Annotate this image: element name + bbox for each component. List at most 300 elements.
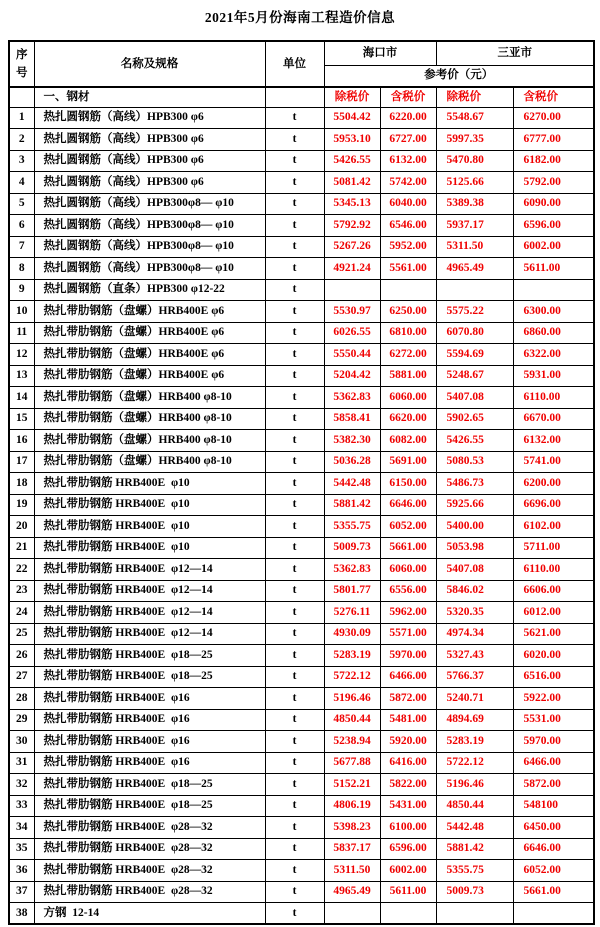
item-name-cell: 热扎带肋钢筋 HRB400E φ16 — [34, 709, 265, 731]
price-cell-haikou-inctax: 5872.00 — [380, 688, 436, 710]
price-cell-sanya-inctax: 6777.00 — [513, 129, 594, 151]
item-name-cell: 方钢 12-14 — [34, 903, 265, 925]
row-number-cell: 24 — [9, 602, 34, 624]
row-number-cell: 25 — [9, 623, 34, 645]
item-name-cell: 热扎带肋钢筋 HRB400E φ18—25 — [34, 795, 265, 817]
price-cell-haikou-inctax: 6272.00 — [380, 344, 436, 366]
item-name-cell: 热扎圆钢筋（高线）HPB300 φ6 — [34, 107, 265, 129]
row-number-cell: 35 — [9, 838, 34, 860]
item-name-cell: 热扎圆钢筋（高线）HPB300φ8— φ10 — [34, 193, 265, 215]
price-cell-sanya-inctax: 6670.00 — [513, 408, 594, 430]
price-cell-haikou-extax: 5036.28 — [324, 451, 380, 473]
row-number-cell: 36 — [9, 860, 34, 882]
price-cell-haikou-inctax: 5970.00 — [380, 645, 436, 667]
price-cell-sanya-extax: 5846.02 — [436, 580, 513, 602]
price-cell-sanya-extax: 5400.00 — [436, 516, 513, 538]
price-cell-sanya-inctax: 5661.00 — [513, 881, 594, 903]
table-row — [9, 774, 594, 796]
item-name-cell: 热扎圆钢筋（高线）HPB300 φ6 — [34, 172, 265, 194]
table-row — [9, 473, 594, 495]
price-cell-haikou-inctax: 6060.00 — [380, 559, 436, 581]
row-number-cell: 27 — [9, 666, 34, 688]
item-name-cell: 热扎圆钢筋（高线）HPB300 φ6 — [34, 150, 265, 172]
item-name-cell: 热扎带肋钢筋 HRB400E φ10 — [34, 516, 265, 538]
row-number-cell: 3 — [9, 150, 34, 172]
item-name-cell: 热扎带肋钢筋 HRB400E φ16 — [34, 752, 265, 774]
col-header-reference-price: 参考价（元） — [324, 65, 594, 87]
price-cell-haikou-inctax: 6810.00 — [380, 322, 436, 344]
table-row — [9, 881, 594, 903]
price-cell-sanya-inctax: 5872.00 — [513, 774, 594, 796]
price-cell-sanya-extax: 5722.12 — [436, 752, 513, 774]
row-number-cell: 1 — [9, 107, 34, 129]
section-row-steel — [9, 87, 594, 107]
unit-cell: t — [265, 602, 324, 624]
price-cell-haikou-inctax: 5691.00 — [380, 451, 436, 473]
price-cell-sanya-extax: 5997.35 — [436, 129, 513, 151]
unit-cell: t — [265, 322, 324, 344]
price-cell-haikou-extax: 5953.10 — [324, 129, 380, 151]
price-cell-haikou-inctax: 5561.00 — [380, 258, 436, 280]
price-cell-haikou-inctax: 5962.00 — [380, 602, 436, 624]
unit-cell: t — [265, 731, 324, 753]
row-number-cell: 30 — [9, 731, 34, 753]
row-number-cell: 15 — [9, 408, 34, 430]
price-cell-sanya-inctax: 6322.00 — [513, 344, 594, 366]
table-row — [9, 387, 594, 409]
price-cell-sanya-extax — [436, 903, 513, 925]
price-cell-sanya-inctax: 6450.00 — [513, 817, 594, 839]
unit-cell: t — [265, 666, 324, 688]
price-cell-sanya-inctax: 6300.00 — [513, 301, 594, 323]
price-cell-haikou-inctax: 6100.00 — [380, 817, 436, 839]
price-cell-haikou-extax: 5362.83 — [324, 387, 380, 409]
price-cell-haikou-extax: 5677.88 — [324, 752, 380, 774]
price-cell-sanya-inctax: 5711.00 — [513, 537, 594, 559]
table-row — [9, 451, 594, 473]
unit-cell: t — [265, 688, 324, 710]
item-name-cell: 热扎圆钢筋（高线）HPB300φ8— φ10 — [34, 215, 265, 237]
unit-cell: t — [265, 301, 324, 323]
price-cell-haikou-extax: 5550.44 — [324, 344, 380, 366]
price-cell-sanya-extax — [436, 279, 513, 301]
price-cell-haikou-inctax: 6416.00 — [380, 752, 436, 774]
price-cell-haikou-extax: 6026.55 — [324, 322, 380, 344]
price-cell-haikou-inctax: 5571.00 — [380, 623, 436, 645]
row-number-cell: 16 — [9, 430, 34, 452]
table-row — [9, 537, 594, 559]
table-row — [9, 301, 594, 323]
price-cell-haikou-extax: 5792.92 — [324, 215, 380, 237]
row-number-cell: 26 — [9, 645, 34, 667]
unit-cell: t — [265, 193, 324, 215]
table-row — [9, 860, 594, 882]
price-cell-haikou-inctax: 6060.00 — [380, 387, 436, 409]
unit-cell: t — [265, 172, 324, 194]
row-number-cell: 8 — [9, 258, 34, 280]
price-cell-haikou-extax: 4806.19 — [324, 795, 380, 817]
section-seq-cell-empty — [9, 87, 34, 107]
row-number-cell: 12 — [9, 344, 34, 366]
price-cell-sanya-extax: 5881.42 — [436, 838, 513, 860]
item-name-cell: 热扎带肋钢筋 HRB400E φ28—32 — [34, 881, 265, 903]
section-unit-cell-empty — [265, 87, 324, 107]
unit-cell: t — [265, 129, 324, 151]
price-cell-haikou-extax: 5837.17 — [324, 838, 380, 860]
item-name-cell: 热扎带肋钢筋 HRB400E φ18—25 — [34, 645, 265, 667]
table-row — [9, 279, 594, 301]
unit-cell: t — [265, 817, 324, 839]
price-cell-haikou-extax: 5283.19 — [324, 645, 380, 667]
row-number-cell: 17 — [9, 451, 34, 473]
price-cell-haikou-inctax: 5661.00 — [380, 537, 436, 559]
unit-cell: t — [265, 107, 324, 129]
item-name-cell: 热扎圆钢筋（高线）HPB300φ8— φ10 — [34, 258, 265, 280]
price-cell-haikou-extax — [324, 903, 380, 925]
table-row — [9, 258, 594, 280]
unit-cell: t — [265, 580, 324, 602]
row-number-cell: 23 — [9, 580, 34, 602]
table-row — [9, 709, 594, 731]
price-cell-haikou-inctax: 5822.00 — [380, 774, 436, 796]
price-cell-haikou-extax: 5081.42 — [324, 172, 380, 194]
price-cell-haikou-extax — [324, 279, 380, 301]
price-cell-haikou-extax: 5311.50 — [324, 860, 380, 882]
price-cell-haikou-extax: 5267.26 — [324, 236, 380, 258]
row-number-cell: 34 — [9, 817, 34, 839]
col-header-extax-haikou: 除税价 — [324, 87, 380, 107]
unit-cell: t — [265, 537, 324, 559]
table-row — [9, 645, 594, 667]
unit-cell: t — [265, 795, 324, 817]
unit-cell: t — [265, 623, 324, 645]
price-cell-haikou-extax: 4850.44 — [324, 709, 380, 731]
price-cell-sanya-inctax — [513, 903, 594, 925]
price-cell-haikou-extax: 5276.11 — [324, 602, 380, 624]
item-name-cell: 热扎带肋钢筋 HRB400E φ12—14 — [34, 580, 265, 602]
table-row — [9, 494, 594, 516]
table-row — [9, 344, 594, 366]
price-cell-sanya-inctax: 5922.00 — [513, 688, 594, 710]
price-cell-haikou-inctax: 6150.00 — [380, 473, 436, 495]
row-number-cell: 28 — [9, 688, 34, 710]
price-cell-sanya-inctax: 6200.00 — [513, 473, 594, 495]
col-header-inctax-sanya: 含税价 — [513, 87, 594, 107]
price-cell-haikou-inctax: 5920.00 — [380, 731, 436, 753]
price-cell-haikou-extax: 5009.73 — [324, 537, 380, 559]
table-row — [9, 322, 594, 344]
item-name-cell: 热扎带肋钢筋 HRB400E φ28—32 — [34, 838, 265, 860]
row-number-cell: 9 — [9, 279, 34, 301]
item-name-cell: 热扎带肋钢筋 HRB400E φ10 — [34, 537, 265, 559]
price-cell-haikou-extax: 5858.41 — [324, 408, 380, 430]
price-cell-haikou-inctax: 6727.00 — [380, 129, 436, 151]
row-number-cell: 5 — [9, 193, 34, 215]
row-number-cell: 31 — [9, 752, 34, 774]
price-cell-sanya-inctax: 6270.00 — [513, 107, 594, 129]
unit-cell: t — [265, 451, 324, 473]
unit-cell: t — [265, 387, 324, 409]
price-cell-haikou-extax: 5722.12 — [324, 666, 380, 688]
price-cell-haikou-inctax: 6646.00 — [380, 494, 436, 516]
price-cell-haikou-extax: 5362.83 — [324, 559, 380, 581]
col-header-unit: 单位 — [265, 41, 324, 87]
item-name-cell: 热扎带肋钢筋 HRB400E φ12—14 — [34, 602, 265, 624]
price-cell-sanya-extax: 5320.35 — [436, 602, 513, 624]
table-row — [9, 193, 594, 215]
price-cell-sanya-extax: 4894.69 — [436, 709, 513, 731]
price-cell-sanya-extax: 5407.08 — [436, 387, 513, 409]
row-number-cell: 22 — [9, 559, 34, 581]
price-cell-sanya-extax: 5486.73 — [436, 473, 513, 495]
table-row — [9, 752, 594, 774]
table-row — [9, 365, 594, 387]
table-row — [9, 602, 594, 624]
table-row — [9, 623, 594, 645]
seq-header-line1: 序 — [16, 48, 28, 61]
price-cell-sanya-extax: 5470.80 — [436, 150, 513, 172]
price-cell-haikou-extax: 5152.21 — [324, 774, 380, 796]
price-cell-haikou-inctax: 6132.00 — [380, 150, 436, 172]
table-row — [9, 516, 594, 538]
table-row — [9, 236, 594, 258]
price-cell-sanya-extax: 5283.19 — [436, 731, 513, 753]
item-name-cell: 热扎圆钢筋（高线）HPB300 φ6 — [34, 129, 265, 151]
item-name-cell: 热扎圆钢筋（直条）HPB300 φ12-22 — [34, 279, 265, 301]
table-row — [9, 172, 594, 194]
item-name-cell: 热扎带肋钢筋 HRB400E φ28—32 — [34, 817, 265, 839]
table-row — [9, 408, 594, 430]
price-cell-sanya-extax: 5053.98 — [436, 537, 513, 559]
col-header-inctax-haikou: 含税价 — [380, 87, 436, 107]
table-row — [9, 688, 594, 710]
page-title: 2021年5月份海南工程造价信息 — [204, 10, 396, 25]
price-cell-sanya-inctax: 6132.00 — [513, 430, 594, 452]
price-cell-haikou-inctax: 6596.00 — [380, 838, 436, 860]
price-cell-sanya-extax: 5196.46 — [436, 774, 513, 796]
price-cell-haikou-extax: 5196.46 — [324, 688, 380, 710]
item-name-cell: 热扎带肋钢筋（盘螺）HRB400E φ6 — [34, 301, 265, 323]
price-cell-sanya-extax: 5426.55 — [436, 430, 513, 452]
item-name-cell: 热扎带肋钢筋（盘螺）HRB400 φ8-10 — [34, 408, 265, 430]
row-number-cell: 21 — [9, 537, 34, 559]
item-name-cell: 热扎带肋钢筋（盘螺）HRB400E φ6 — [34, 322, 265, 344]
item-name-cell: 热扎带肋钢筋（盘螺）HRB400 φ8-10 — [34, 451, 265, 473]
price-cell-sanya-inctax: 6110.00 — [513, 387, 594, 409]
price-cell-haikou-inctax: 5431.00 — [380, 795, 436, 817]
col-header-extax-sanya: 除税价 — [436, 87, 513, 107]
price-cell-sanya-extax: 5389.38 — [436, 193, 513, 215]
row-number-cell: 37 — [9, 881, 34, 903]
price-cell-haikou-extax: 5801.77 — [324, 580, 380, 602]
price-cell-sanya-extax: 5125.66 — [436, 172, 513, 194]
table-row — [9, 215, 594, 237]
price-cell-haikou-inctax: 6220.00 — [380, 107, 436, 129]
price-cell-sanya-extax: 5766.37 — [436, 666, 513, 688]
price-cell-sanya-extax: 5937.17 — [436, 215, 513, 237]
price-cell-sanya-inctax: 6102.00 — [513, 516, 594, 538]
price-cell-sanya-inctax: 5970.00 — [513, 731, 594, 753]
price-cell-haikou-extax: 5355.75 — [324, 516, 380, 538]
price-cell-haikou-inctax: 6040.00 — [380, 193, 436, 215]
price-cell-sanya-inctax: 6052.00 — [513, 860, 594, 882]
price-cell-sanya-inctax: 5531.00 — [513, 709, 594, 731]
row-number-cell: 6 — [9, 215, 34, 237]
row-number-cell: 33 — [9, 795, 34, 817]
price-cell-haikou-extax: 4921.24 — [324, 258, 380, 280]
price-cell-haikou-extax: 5530.97 — [324, 301, 380, 323]
item-name-cell: 热扎带肋钢筋 HRB400E φ18—25 — [34, 774, 265, 796]
price-cell-sanya-extax: 5311.50 — [436, 236, 513, 258]
price-cell-haikou-inctax: 6250.00 — [380, 301, 436, 323]
price-cell-sanya-inctax: 6696.00 — [513, 494, 594, 516]
price-cell-sanya-inctax: 6012.00 — [513, 602, 594, 624]
price-cell-sanya-inctax: 5741.00 — [513, 451, 594, 473]
price-cell-sanya-inctax: 6002.00 — [513, 236, 594, 258]
price-cell-sanya-inctax: 5792.00 — [513, 172, 594, 194]
price-cell-sanya-extax: 4850.44 — [436, 795, 513, 817]
price-cell-sanya-inctax: 6646.00 — [513, 838, 594, 860]
table-row — [9, 795, 594, 817]
price-cell-haikou-inctax — [380, 279, 436, 301]
price-cell-haikou-extax: 5881.42 — [324, 494, 380, 516]
price-cell-sanya-inctax: 6090.00 — [513, 193, 594, 215]
unit-cell: t — [265, 903, 324, 925]
price-cell-sanya-inctax: 6860.00 — [513, 322, 594, 344]
price-cell-sanya-extax: 5248.67 — [436, 365, 513, 387]
row-number-cell: 7 — [9, 236, 34, 258]
unit-cell: t — [265, 258, 324, 280]
table-row — [9, 817, 594, 839]
price-cell-haikou-inctax: 6620.00 — [380, 408, 436, 430]
item-name-cell: 热扎带肋钢筋 HRB400E φ18—25 — [34, 666, 265, 688]
unit-cell: t — [265, 881, 324, 903]
table-row — [9, 559, 594, 581]
row-number-cell: 32 — [9, 774, 34, 796]
price-cell-haikou-extax: 5345.13 — [324, 193, 380, 215]
item-name-cell: 热扎带肋钢筋 HRB400E φ10 — [34, 473, 265, 495]
price-cell-haikou-extax: 5204.42 — [324, 365, 380, 387]
unit-cell: t — [265, 709, 324, 731]
price-cell-sanya-extax: 4965.49 — [436, 258, 513, 280]
price-cell-sanya-inctax: 6466.00 — [513, 752, 594, 774]
price-cell-sanya-inctax — [513, 279, 594, 301]
unit-cell: t — [265, 408, 324, 430]
price-cell-haikou-inctax: 5881.00 — [380, 365, 436, 387]
price-cell-sanya-inctax: 5931.00 — [513, 365, 594, 387]
price-cell-sanya-extax: 5442.48 — [436, 817, 513, 839]
row-number-cell: 29 — [9, 709, 34, 731]
item-name-cell: 热扎带肋钢筋（盘螺）HRB400E φ6 — [34, 365, 265, 387]
price-cell-haikou-inctax: 5952.00 — [380, 236, 436, 258]
unit-cell: t — [265, 559, 324, 581]
unit-cell: t — [265, 645, 324, 667]
price-cell-haikou-inctax: 5481.00 — [380, 709, 436, 731]
item-name-cell: 热扎带肋钢筋 HRB400E φ10 — [34, 494, 265, 516]
row-number-cell: 38 — [9, 903, 34, 925]
price-cell-haikou-inctax: 6556.00 — [380, 580, 436, 602]
price-cell-sanya-extax: 5902.65 — [436, 408, 513, 430]
row-number-cell: 11 — [9, 322, 34, 344]
price-cell-haikou-inctax: 6052.00 — [380, 516, 436, 538]
price-cell-sanya-inctax: 6516.00 — [513, 666, 594, 688]
item-name-cell: 热扎圆钢筋（高线）HPB300φ8— φ10 — [34, 236, 265, 258]
price-cell-sanya-extax: 5407.08 — [436, 559, 513, 581]
unit-cell: t — [265, 516, 324, 538]
price-cell-haikou-inctax: 6546.00 — [380, 215, 436, 237]
item-name-cell: 热扎带肋钢筋 HRB400E φ12—14 — [34, 623, 265, 645]
row-number-cell: 13 — [9, 365, 34, 387]
item-name-cell: 热扎带肋钢筋 HRB400E φ16 — [34, 731, 265, 753]
price-cell-sanya-inctax: 6110.00 — [513, 559, 594, 581]
price-cell-sanya-inctax: 6606.00 — [513, 580, 594, 602]
unit-cell: t — [265, 774, 324, 796]
col-header-seq — [9, 41, 34, 87]
unit-cell: t — [265, 752, 324, 774]
price-cell-sanya-inctax: 6020.00 — [513, 645, 594, 667]
price-cell-haikou-extax: 5504.42 — [324, 107, 380, 129]
row-number-cell: 14 — [9, 387, 34, 409]
table-row — [9, 666, 594, 688]
price-cell-haikou-inctax: 5742.00 — [380, 172, 436, 194]
price-cell-haikou-extax: 5398.23 — [324, 817, 380, 839]
seq-header-line2: 号 — [16, 67, 28, 79]
price-cell-haikou-inctax: 5611.00 — [380, 881, 436, 903]
unit-cell: t — [265, 236, 324, 258]
price-cell-haikou-inctax: 6466.00 — [380, 666, 436, 688]
unit-cell: t — [265, 494, 324, 516]
price-cell-haikou-extax: 4965.49 — [324, 881, 380, 903]
price-cell-sanya-extax: 5327.43 — [436, 645, 513, 667]
price-cell-sanya-extax: 4974.34 — [436, 623, 513, 645]
price-table — [8, 40, 595, 925]
price-cell-sanya-inctax: 548100 — [513, 795, 594, 817]
price-cell-haikou-inctax: 6082.00 — [380, 430, 436, 452]
item-name-cell: 热扎带肋钢筋（盘螺）HRB400 φ8-10 — [34, 430, 265, 452]
price-cell-haikou-inctax: 6002.00 — [380, 860, 436, 882]
item-name-cell: 热扎带肋钢筋 HRB400E φ12—14 — [34, 559, 265, 581]
col-header-city-haikou: 海口市 — [324, 41, 436, 65]
item-name-cell: 热扎带肋钢筋 HRB400E φ16 — [34, 688, 265, 710]
price-cell-sanya-inctax: 5621.00 — [513, 623, 594, 645]
row-number-cell: 18 — [9, 473, 34, 495]
unit-cell: t — [265, 473, 324, 495]
row-number-cell: 20 — [9, 516, 34, 538]
section-label: 一、钢材 — [34, 87, 265, 107]
price-cell-sanya-extax: 5355.75 — [436, 860, 513, 882]
unit-cell: t — [265, 150, 324, 172]
price-cell-haikou-extax: 5442.48 — [324, 473, 380, 495]
table-row — [9, 150, 594, 172]
table-row — [9, 129, 594, 151]
unit-cell: t — [265, 344, 324, 366]
table-body — [9, 41, 594, 924]
unit-cell: t — [265, 860, 324, 882]
price-cell-haikou-extax: 5382.30 — [324, 430, 380, 452]
table-row — [9, 903, 594, 925]
price-cell-haikou-extax: 5426.55 — [324, 150, 380, 172]
unit-cell: t — [265, 838, 324, 860]
row-number-cell: 4 — [9, 172, 34, 194]
price-cell-sanya-inctax: 6182.00 — [513, 150, 594, 172]
table-row — [9, 838, 594, 860]
row-number-cell: 10 — [9, 301, 34, 323]
price-cell-sanya-inctax: 6596.00 — [513, 215, 594, 237]
table-row — [9, 731, 594, 753]
price-cell-sanya-inctax: 5611.00 — [513, 258, 594, 280]
price-cell-sanya-extax: 5240.71 — [436, 688, 513, 710]
item-name-cell: 热扎带肋钢筋（盘螺）HRB400E φ6 — [34, 344, 265, 366]
